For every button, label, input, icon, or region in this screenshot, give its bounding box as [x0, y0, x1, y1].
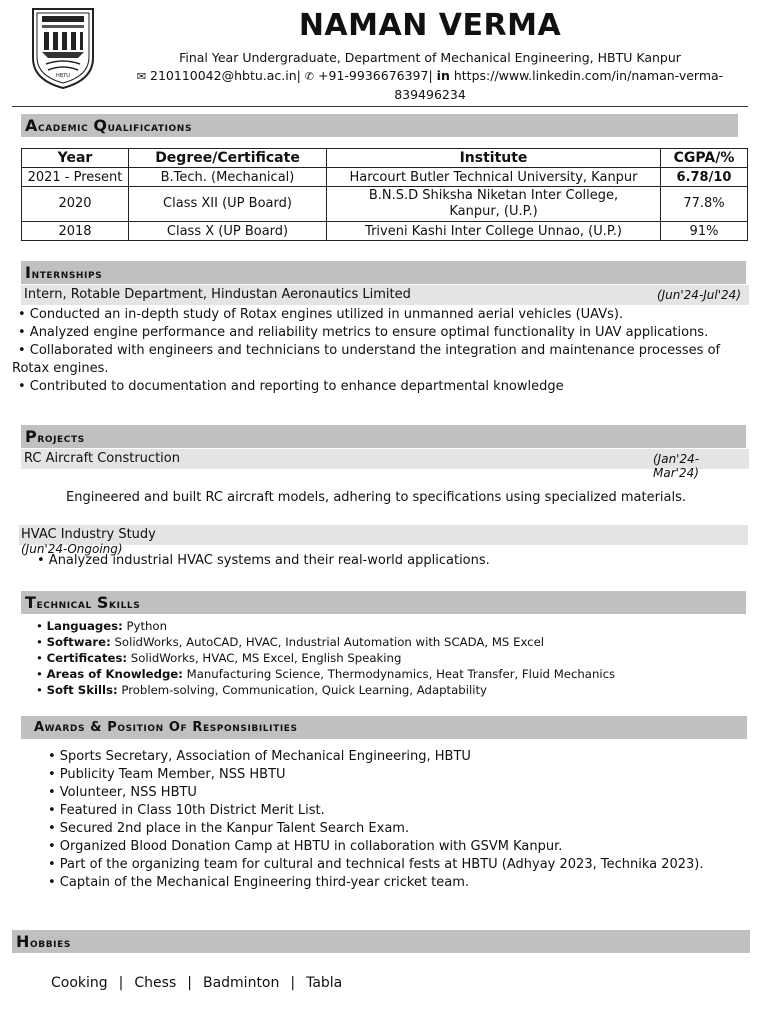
list-item: • Contributed to documentation and reporting to enhance departmental knowledge: [18, 379, 564, 394]
list-item: • Collaborated with engineers and technicians to understand the integration and maintenance processes of Rotax engines.: [12, 343, 721, 376]
list-item: • Languages: Python: [36, 619, 167, 633]
list-item: • Sports Secretary, Association of Mechanical Engineering, HBTU: [48, 749, 471, 764]
internship-title-bar: [21, 285, 749, 305]
university-logo: [30, 6, 96, 90]
project-description: • Analyzed industrial HVAC systems and their real-world applications.: [37, 553, 490, 568]
project-title-bar: [19, 525, 748, 556]
table-row: [22, 187, 748, 222]
hobbies-list: Cooking | Chess | Badminton | Tabla: [51, 975, 343, 991]
column-header: CGPA/%: [661, 149, 748, 168]
skill-label: Soft Skills:: [46, 683, 118, 697]
hobby-item: Cooking: [51, 975, 108, 991]
hobby-item: Tabla: [306, 975, 343, 991]
list-item: • Featured in Class 10th District Merit List.: [48, 803, 325, 818]
project-title: HVAC Industry Study: [21, 527, 156, 542]
list-item: • Analyzed engine performance and reliability metrics to ensure optimal functionality in UAV applications.: [18, 325, 709, 340]
skill-value: Manufacturing Science, Thermodynamics, Heat Transfer, Fluid Mechanics: [182, 667, 616, 681]
table-header-row: [22, 149, 748, 168]
skill-label: Software:: [46, 635, 111, 649]
hobby-item: Chess: [134, 975, 177, 991]
skill-value: SolidWorks, HVAC, MS Excel, English Speaking: [127, 651, 402, 665]
email-icon: ✉: [136, 70, 147, 83]
phone-icon: ✆: [304, 70, 315, 83]
list-item: • Secured 2nd place in the Kanpur Talent Search Exam.: [48, 821, 410, 836]
list-item: • Conducted an in-depth study of Rotax engines utilized in unmanned aerial vehicles (UAVs).: [18, 307, 624, 322]
skill-label: Languages:: [46, 619, 123, 633]
list-item: • Soft Skills: Problem-solving, Communication, Quick Learning, Adaptability: [36, 683, 487, 697]
skills-list: [36, 618, 615, 698]
linkedin-icon: in: [436, 68, 450, 83]
project-date: (Jan'24-Mar'24): [653, 452, 700, 480]
section-heading-awards: Awards & Position Of Responsibilities: [21, 716, 747, 739]
skill-value: Python: [122, 619, 167, 633]
table-cell: B.Tech. (Mechanical): [129, 168, 327, 187]
table-cell: 2020: [22, 187, 129, 222]
table-cell: 2018: [22, 222, 129, 241]
column-header: Degree/Certificate: [129, 149, 327, 168]
candidate-subtitle: Final Year Undergraduate, Department of Mechanical Engineering, HBTU Kanpur: [179, 50, 681, 65]
list-item: • Organized Blood Donation Camp at HBTU in collaboration with GSVM Kanpur.: [48, 839, 563, 854]
list-item: • Certificates: SolidWorks, HVAC, MS Excel, English Speaking: [36, 651, 402, 665]
table-row: [22, 168, 748, 187]
table-cell: Class X (UP Board): [129, 222, 327, 241]
table-cell: B.N.S.D Shiksha Niketan Inter College, Kanpur, (U.P.): [327, 187, 661, 222]
skill-value: Problem-solving, Communication, Quick Learning, Adaptability: [117, 683, 487, 697]
project-title: RC Aircraft Construction: [24, 451, 180, 466]
section-heading-internships: Internships: [21, 261, 746, 284]
list-item: • Publicity Team Member, NSS HBTU: [48, 767, 286, 782]
hobby-item: Badminton: [202, 975, 280, 991]
column-header: Year: [22, 149, 129, 168]
list-item: • Areas of Knowledge: Manufacturing Science, Thermodynamics, Heat Transfer, Fluid Mechanics: [36, 667, 616, 681]
section-heading-skills: Technical Skills: [21, 591, 746, 614]
list-item: • Volunteer, NSS HBTU: [48, 785, 197, 800]
list-item: • Captain of the Mechanical Engineering third-year cricket team.: [48, 875, 469, 890]
linkedin-link[interactable]: https://www.linkedin.com/in/naman-verma-839496234: [394, 68, 724, 102]
internship-date: (Jun'24-Jul'24): [656, 288, 741, 302]
section-heading-academic: Academic Qualifications: [21, 114, 738, 137]
table-cell: 6.78/10: [661, 168, 748, 187]
column-header: Institute: [327, 149, 661, 168]
candidate-name: NAMAN VERMA: [298, 8, 562, 43]
internship-title: Intern, Rotable Department, Hindustan Aeronautics Limited: [24, 287, 411, 302]
svg-text:HBTU: HBTU: [56, 73, 70, 79]
project-title-bar: [21, 449, 749, 480]
list-item: • Part of the organizing team for cultural and technical fests at HBTU (Adhyay 2023, Technika 2023).: [48, 857, 704, 872]
section-heading-hobbies: Hobbies: [12, 930, 750, 953]
awards-list: [12, 748, 732, 892]
table-cell: 77.8%: [661, 187, 748, 222]
table-cell: Class XII (UP Board): [129, 187, 327, 222]
contact-line: [120, 67, 740, 104]
table-cell: 2021 - Present: [22, 168, 129, 187]
table-cell: 91%: [661, 222, 748, 241]
header-divider: [12, 106, 748, 107]
internship-bullets: [12, 306, 732, 396]
skill-label: Certificates:: [46, 651, 128, 665]
table-row: [22, 222, 748, 241]
email-link[interactable]: 210110042@hbtu.ac.in|: [150, 68, 301, 83]
skill-value: SolidWorks, AutoCAD, HVAC, Industrial Automation with SCADA, MS Excel: [110, 635, 545, 649]
list-item: • Software: SolidWorks, AutoCAD, HVAC, Industrial Automation with SCADA, MS Excel: [36, 635, 545, 649]
project-description: Engineered and built RC aircraft models, adhering to specifications using specialized materials.: [66, 490, 687, 505]
section-heading-projects: Projects: [21, 425, 746, 448]
academic-table: [21, 148, 748, 241]
project-date: (Jun'24-Ongoing): [21, 542, 123, 556]
table-cell: Harcourt Butler Technical University, Kanpur: [327, 168, 661, 187]
skill-label: Areas of Knowledge:: [46, 667, 183, 681]
table-cell: Triveni Kashi Inter College Unnao, (U.P.): [327, 222, 661, 241]
phone-number[interactable]: +91-9936676397|: [318, 68, 433, 83]
